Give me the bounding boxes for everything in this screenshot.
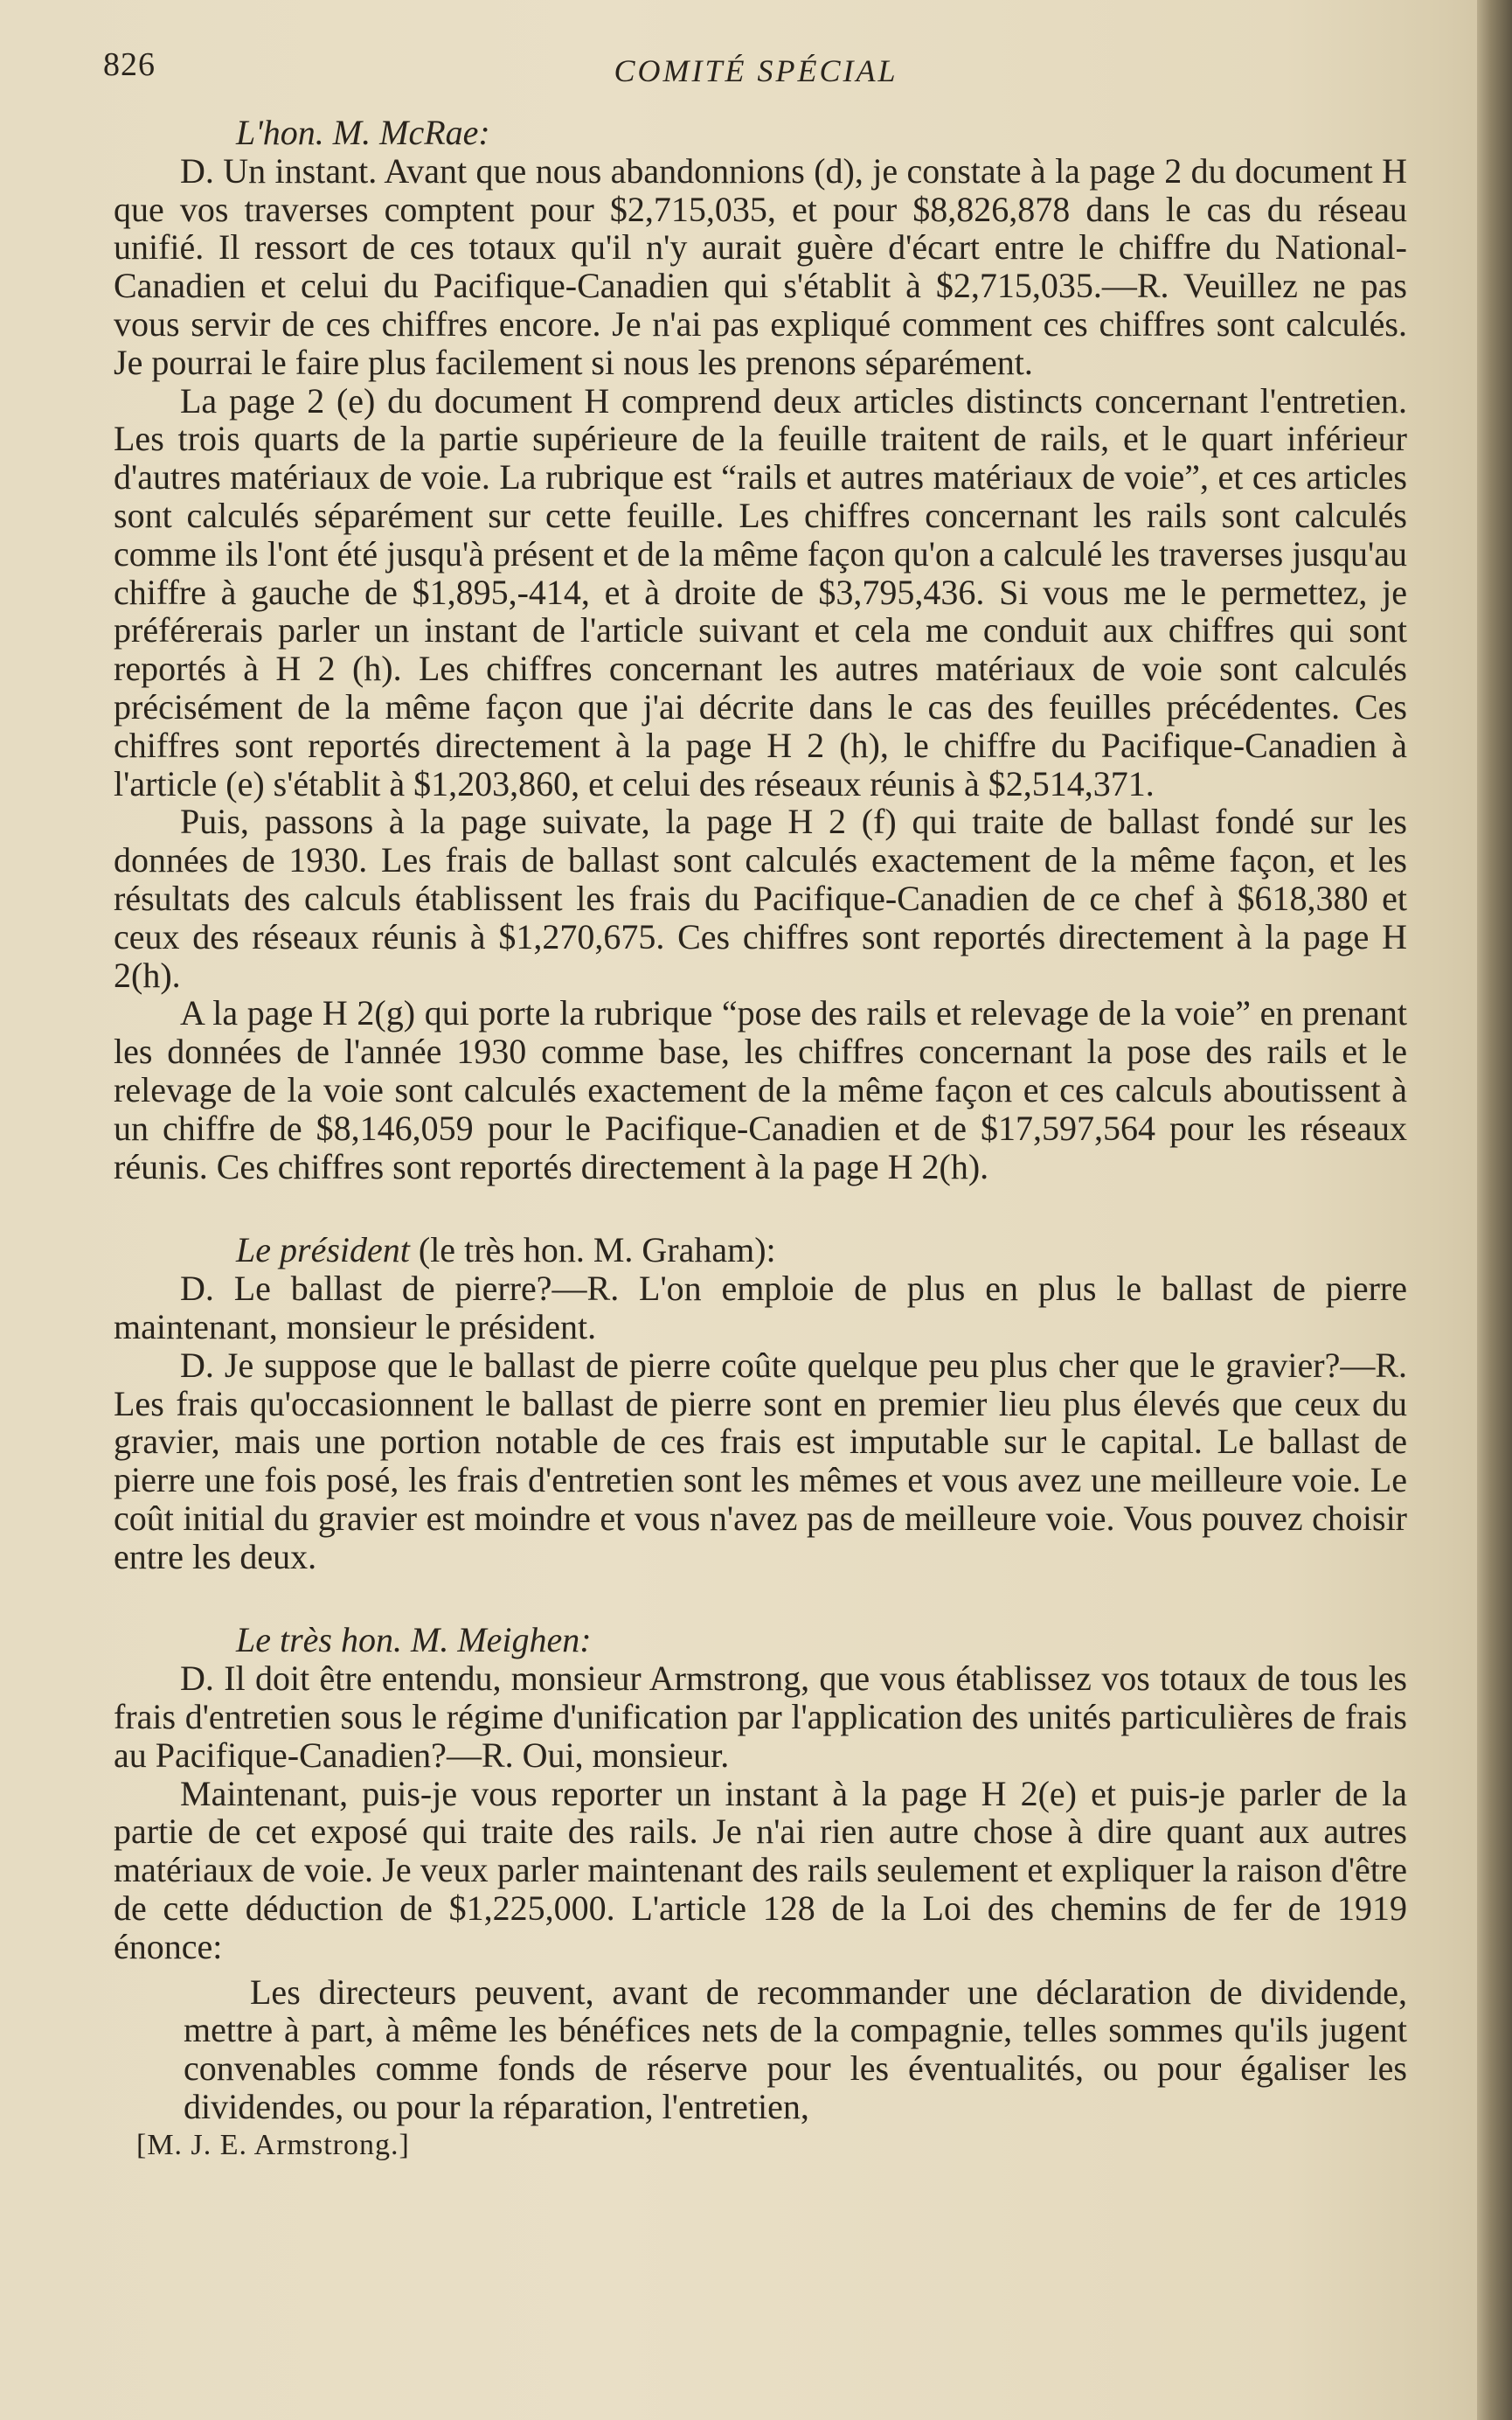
speaker-mcrae: L'hon. M. McRae: bbox=[236, 113, 490, 152]
page-edge-shadow bbox=[1477, 0, 1512, 2420]
section-gap bbox=[114, 1186, 1407, 1231]
paragraph: La page 2 (e) du document H comprend deux articles distincts concernant l'entretien. Les trois quarts de la partie supérieure de la feuille traitent de rails, et le quart inférieur d'autres matériaux de voie. La rubrique est “rails et autres matériaux de voie”, et ces articles sont calculés séparément sur cette feuille. Les chiffres concernant les rails sont calculés comme ils l'ont été jusqu'à présent et de la même façon qu'on a calculé les traverses jusqu'au chiffre à gauche de $1,895,-414, et à droite de $3,795,436. Si vous me le permettez, je préférerais parler un instant de l'article suivant et cela me conduit aux chiffres qui sont reportés à H 2 (h). Les chiffres concernant les autres matériaux de voie sont calculés précisément de la même façon que j'ai décrite dans le cas des feuilles précédentes. Ces chiffres sont reportés directement à la page H 2 (h), le chiffre du Pacifique-Canadien à l'article (e) s'établit à $1,203,860, et celui des réseaux réunis à $2,514,371. bbox=[114, 380, 1407, 803]
paragraph: D. Un instant. Avant que nous abandonnions (d), je constate à la page 2 du document H que vos traverses comptent pour $2,715,035, et pour $8,826,878 dans le cas du réseau unifié. Il ressort de ces totaux qu'il n'y aurait guère d'écart entre le chiffre du National-Canadien et celui du Pacifique-Canadien qui s'établit à $2,715,035.—R. Veuillez ne pas vous servir de ces chiffres encore. Je n'ai pas expliqué comment ces chiffres sont calculés. Je pourrai le faire plus facilement si nous les prenons séparément. bbox=[114, 150, 1407, 382]
block-quote: Les directeurs peuvent, avant de recommander une déclaration de dividende, mettre à part, à même les bénéfices nets de la compagnie, telles sommes qu'ils jugent convenables comme fonds de réserve pour les éventualités, ou pour égaliser les dividendes, ou pour la réparation, l'entretien, bbox=[184, 1971, 1407, 2127]
paragraph: D. Je suppose que le ballast de pierre coûte quelque peu plus cher que le gravier?—R. Les frais qu'occasionnent le ballast de pierre sont en premier lieu plus élevés que ceux du gravier, mais une portion notable de ces frais est imputable sur le capital. Le ballast de pierre une fois posé, les frais d'entretien sont les mêmes et vous avez une meilleure voie. Le coût initial du gravier est moindre et vous n'avez pas de meilleure voie. Vous pouvez choisir entre les deux. bbox=[114, 1345, 1407, 1576]
paragraph: Maintenant, puis-je vous reporter un instant à la page H 2(e) et puis-je parler de la partie de cet exposé qui traite des rails. Je n'ai rien autre chose à dire quant aux autres matériaux de voie. Je veux parler maintenant des rails seulement et expliquer la raison d'être de cette déduction de $1,225,000. L'article 128 de la Loi des chemins de fer de 1919 énonce: bbox=[114, 1773, 1407, 1966]
speaker-president-detail: (le très hon. M. Graham): bbox=[409, 1230, 776, 1270]
paragraph: D. Il doit être entendu, monsieur Armstrong, que vous établissez vos totaux de tous les frais d'entretien sous le régime d'unification par l'application des unités particulières de frais au Pacifique-Canadien?—R. Oui, monsieur. bbox=[114, 1659, 1407, 1775]
speaker-meighen: Le très hon. M. Meighen: bbox=[236, 1620, 592, 1660]
running-head: COMITÉ SPÉCIAL bbox=[614, 53, 898, 88]
speaker-president-name: Le président bbox=[236, 1230, 410, 1270]
paragraph: D. Le ballast de pierre?—R. L'on emploie de plus en plus le ballast de pierre maintenant, monsieur le président. bbox=[114, 1269, 1407, 1346]
speaker-president bbox=[114, 1231, 1407, 1269]
section-gap bbox=[114, 1575, 1407, 1621]
paragraph: Puis, passons à la page suivate, la page H 2 (f) qui traite de ballast fondé sur les données de 1930. Les frais de ballast sont calculés exactement de la même façon, et les résultats des calculs établissent les frais du Pacifique-Canadien de ce chef à $618,380 et ceux des réseaux réunis à $1,270,675. Ces chiffres sont reportés directement à la page H 2(h). bbox=[114, 802, 1407, 995]
page-number: 826 bbox=[103, 46, 156, 83]
signature-note: [M. J. E. Armstrong.] bbox=[136, 2128, 410, 2161]
paragraph: A la page H 2(g) qui porte la rubrique “pose des rails et relevage de la voie” en prenant les données de l'année 1930 comme base, les chiffres concernant la pose des rails et le relevage de la voie sont calculés exactement de la même façon et ces calculs aboutissent à un chiffre de $8,146,059 pour le Pacifique-Canadien et de $17,597,564 pour les réseaux réunis. Ces chiffres sont reportés directement à la page H 2(h). bbox=[114, 993, 1407, 1186]
document-body bbox=[114, 114, 1407, 2165]
